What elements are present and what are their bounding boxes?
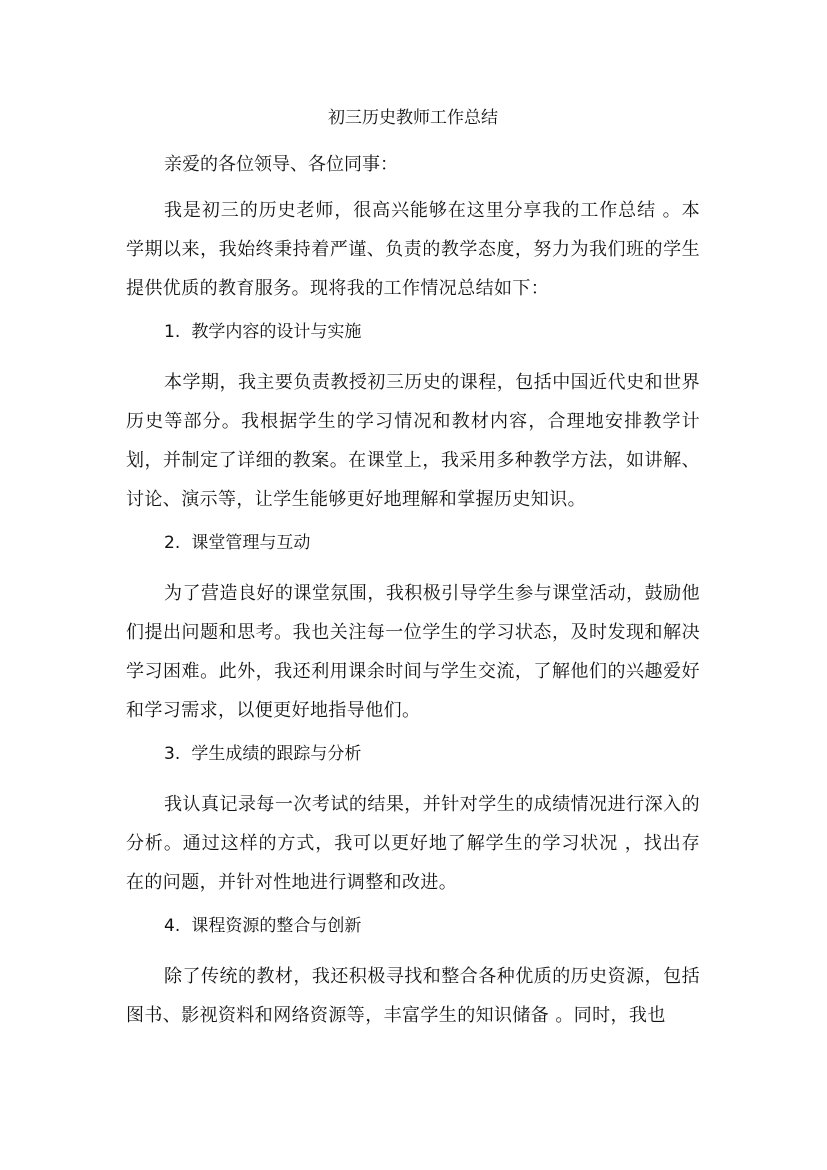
section-body: 我认真记录每一次考试的结果，并针对学生的成绩情况进行深入的分析。通过这样的方式，我可以更好地了解学生的学习状况 ，找出存在的问题，并针对性地进行调整和改进。 [126,794,700,893]
section-heading-text: 课程资源的整合与创新 [191,916,362,936]
section-4 [126,913,700,1035]
document-title: 初三历史教师工作总结 [328,108,498,128]
salutation: 亲爱的各位领导、各位同事： [164,154,398,175]
section-2 [126,530,700,730]
section-heading [126,319,700,345]
section-heading-text: 教学内容的设计与实施 [191,322,362,342]
section-body: 为了营造良好的课堂氛围，我积极引导学生参与课堂活动，鼓励他们提出问题和思考。我也关注每一位学生的学习状态，及时发现和解决学习困难。此外，我还利用课余时间与学生交流，了解他们的兴趣爱好和学习需求，以便更好地指导他们。 [126,583,700,721]
section-body: 本学期，我主要负责教授初三历史的课程，包括中国近代史和世界历史等部分。我根据学生的学习情况和教材内容，合理地安排教学计划，并制定了详细的教案。在课堂上，我采用多种教学方法，如讲解、讨论、演示等，让学生能够更好地理解和掌握历史知识。 [126,372,700,510]
section-3 [126,741,700,902]
section-number: 3. [164,744,181,764]
section-body: 除了传统的教材，我还积极寻找和整合各种优质的历史资源，包括图书、影视资料和网络资源等，丰富学生的知识储备 。同时，我也 [126,966,700,1026]
section-number: 1. [164,322,181,342]
section-heading [126,913,700,939]
section-number: 4. [164,916,181,936]
section-heading-text: 学生成绩的跟踪与分析 [191,744,362,764]
section-1 [126,319,700,519]
section-heading [126,741,700,767]
section-heading-text: 课堂管理与互动 [191,533,311,553]
section-heading [126,530,700,556]
intro-paragraph: 我是初三的历史老师，很高兴能够在这里分享我的工作总结 。本学期以来，我始终秉持着严谨、负责的教学态度，努力为我们班的学生提供优质的教育服务。现将我的工作情况总结如下： [126,200,700,299]
section-number: 2. [164,533,181,553]
